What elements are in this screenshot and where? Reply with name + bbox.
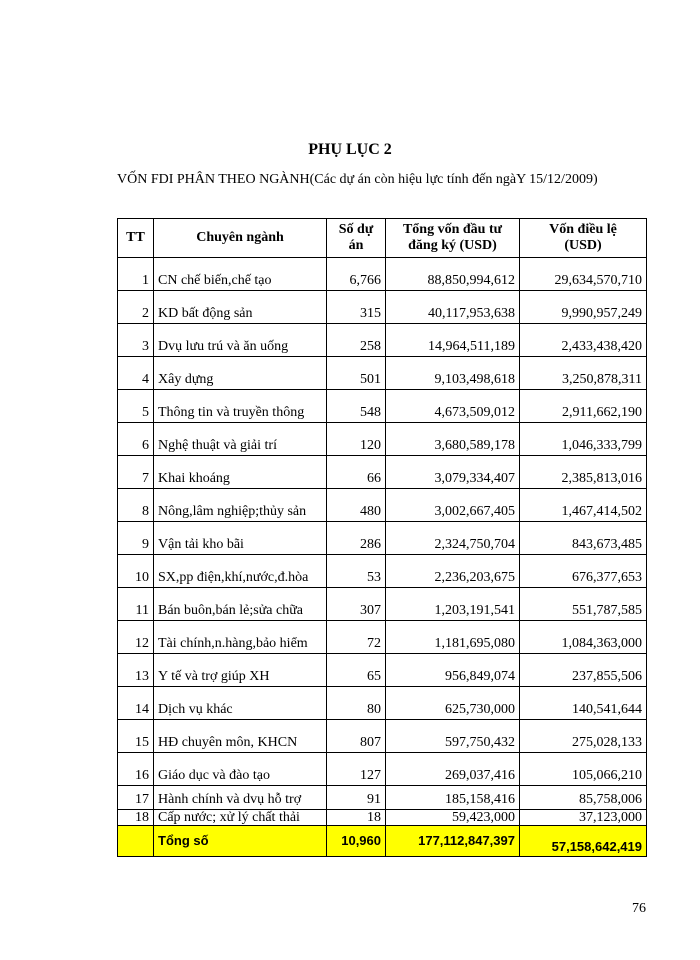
total-label: Tổng số xyxy=(154,826,327,857)
header-total-capital xyxy=(386,219,520,258)
row-total-capital: 3,079,334,407 xyxy=(386,456,520,489)
table-row xyxy=(118,423,647,456)
row-tt: 5 xyxy=(118,390,154,423)
page-title: PHỤ LỤC 2 xyxy=(308,141,392,158)
row-sector: Xây dựng xyxy=(154,357,327,390)
row-projects: 501 xyxy=(327,357,386,390)
row-charter-capital: 29,634,570,710 xyxy=(520,258,647,291)
table-row xyxy=(118,489,647,522)
row-projects: 286 xyxy=(327,522,386,555)
row-tt: 13 xyxy=(118,654,154,687)
row-sector: Thông tin và truyền thông xyxy=(154,390,327,423)
row-sector: HĐ chuyên môn, KHCN xyxy=(154,720,327,753)
row-total-capital: 269,037,416 xyxy=(386,753,520,786)
row-total-capital: 2,324,750,704 xyxy=(386,522,520,555)
row-sector: Giáo dục và đào tạo xyxy=(154,753,327,786)
row-sector: CN chế biến,chế tạo xyxy=(154,258,327,291)
row-charter-capital: 1,084,363,000 xyxy=(520,621,647,654)
row-total-capital: 2,236,203,675 xyxy=(386,555,520,588)
row-tt: 17 xyxy=(118,786,154,810)
row-tt: 14 xyxy=(118,687,154,720)
row-tt: 7 xyxy=(118,456,154,489)
row-tt: 10 xyxy=(118,555,154,588)
table-body xyxy=(118,258,647,857)
table-row xyxy=(118,324,647,357)
row-sector: Nghệ thuật và giải trí xyxy=(154,423,327,456)
row-tt: 11 xyxy=(118,588,154,621)
row-projects: 120 xyxy=(327,423,386,456)
row-projects: 65 xyxy=(327,654,386,687)
row-charter-capital: 37,123,000 xyxy=(520,810,647,826)
row-charter-capital: 3,250,878,311 xyxy=(520,357,647,390)
row-charter-capital: 2,385,813,016 xyxy=(520,456,647,489)
row-projects: 91 xyxy=(327,786,386,810)
header-charter-capital xyxy=(520,219,647,258)
row-charter-capital: 1,467,414,502 xyxy=(520,489,647,522)
row-charter-capital: 1,046,333,799 xyxy=(520,423,647,456)
row-tt: 16 xyxy=(118,753,154,786)
header-projects-line1: Số dự xyxy=(338,222,374,237)
row-tt: 1 xyxy=(118,258,154,291)
header-total-capital-line2: đăng ký (USD) xyxy=(408,238,497,253)
table-row xyxy=(118,753,647,786)
row-total-capital: 956,849,074 xyxy=(386,654,520,687)
row-projects: 258 xyxy=(327,324,386,357)
row-projects: 53 xyxy=(327,555,386,588)
row-total-capital: 88,850,994,612 xyxy=(386,258,520,291)
table-row xyxy=(118,621,647,654)
row-projects: 315 xyxy=(327,291,386,324)
row-tt: 8 xyxy=(118,489,154,522)
row-projects: 80 xyxy=(327,687,386,720)
row-charter-capital: 676,377,653 xyxy=(520,555,647,588)
table-row xyxy=(118,687,647,720)
row-total-capital: 14,964,511,189 xyxy=(386,324,520,357)
row-charter-capital: 105,066,210 xyxy=(520,753,647,786)
row-total-capital: 1,203,191,541 xyxy=(386,588,520,621)
row-charter-capital: 843,673,485 xyxy=(520,522,647,555)
row-tt: 12 xyxy=(118,621,154,654)
row-tt: 6 xyxy=(118,423,154,456)
header-total-capital-line1: Tổng vốn đầu tư xyxy=(402,222,503,237)
table-row xyxy=(118,588,647,621)
row-charter-capital: 2,911,662,190 xyxy=(520,390,647,423)
row-total-capital: 625,730,000 xyxy=(386,687,520,720)
row-sector: Bán buôn,bán lẻ;sửa chữa xyxy=(154,588,327,621)
table-caption: VỐN FDI PHÂN THEO NGÀNH(Các dự án còn hiệu lực tính đến ngàY 15/12/2009) xyxy=(117,172,598,187)
row-tt: 3 xyxy=(118,324,154,357)
row-total-capital: 40,117,953,638 xyxy=(386,291,520,324)
row-tt: 18 xyxy=(118,810,154,826)
header-projects xyxy=(327,219,386,258)
total-capital: 177,112,847,397 xyxy=(386,826,520,857)
row-projects: 127 xyxy=(327,753,386,786)
row-charter-capital: 2,433,438,420 xyxy=(520,324,647,357)
row-tt: 15 xyxy=(118,720,154,753)
table-row xyxy=(118,357,647,390)
total-projects: 10,960 xyxy=(327,826,386,857)
fdi-sector-table xyxy=(117,218,647,857)
row-charter-capital: 237,855,506 xyxy=(520,654,647,687)
header-tt: TT xyxy=(118,219,154,258)
row-projects: 807 xyxy=(327,720,386,753)
table-row xyxy=(118,555,647,588)
row-charter-capital: 9,990,957,249 xyxy=(520,291,647,324)
row-projects: 18 xyxy=(327,810,386,826)
row-charter-capital: 551,787,585 xyxy=(520,588,647,621)
row-sector: Hành chính và dvụ hỗ trợ xyxy=(154,786,327,810)
row-total-capital: 185,158,416 xyxy=(386,786,520,810)
row-sector: Dịch vụ khác xyxy=(154,687,327,720)
row-charter-capital: 275,028,133 xyxy=(520,720,647,753)
row-tt: 9 xyxy=(118,522,154,555)
total-row xyxy=(118,826,647,857)
row-projects: 307 xyxy=(327,588,386,621)
table-row xyxy=(118,720,647,753)
table-row xyxy=(118,810,647,826)
table-header-row xyxy=(118,219,647,258)
row-total-capital: 3,680,589,178 xyxy=(386,423,520,456)
total-tt-cell xyxy=(118,826,154,857)
table-row xyxy=(118,258,647,291)
row-sector: SX,pp điện,khí,nước,đ.hòa xyxy=(154,555,327,588)
row-total-capital: 597,750,432 xyxy=(386,720,520,753)
row-tt: 4 xyxy=(118,357,154,390)
row-total-capital: 1,181,695,080 xyxy=(386,621,520,654)
header-charter-capital-line1: Vốn điều lệ xyxy=(549,222,617,237)
row-charter-capital: 85,758,006 xyxy=(520,786,647,810)
table-row xyxy=(118,456,647,489)
row-total-capital: 9,103,498,618 xyxy=(386,357,520,390)
row-total-capital: 3,002,667,405 xyxy=(386,489,520,522)
row-sector: Tài chính,n.hàng,bảo hiểm xyxy=(154,621,327,654)
table-row xyxy=(118,390,647,423)
row-sector: Nông,lâm nghiệp;thủy sản xyxy=(154,489,327,522)
row-sector: Vận tải kho bãi xyxy=(154,522,327,555)
table-row xyxy=(118,786,647,810)
row-projects: 480 xyxy=(327,489,386,522)
page-number: 76 xyxy=(632,901,646,916)
row-sector: Y tế và trợ giúp XH xyxy=(154,654,327,687)
header-sector: Chuyên ngành xyxy=(154,219,327,258)
row-tt: 2 xyxy=(118,291,154,324)
row-sector: Cấp nước; xử lý chất thải xyxy=(154,810,327,826)
row-projects: 6,766 xyxy=(327,258,386,291)
row-projects: 66 xyxy=(327,456,386,489)
total-charter-capital: 57,158,642,419 xyxy=(520,826,647,857)
header-charter-capital-line2: (USD) xyxy=(564,238,602,253)
table-row xyxy=(118,522,647,555)
table-row xyxy=(118,654,647,687)
table-row xyxy=(118,291,647,324)
row-projects: 72 xyxy=(327,621,386,654)
row-projects: 548 xyxy=(327,390,386,423)
row-total-capital: 59,423,000 xyxy=(386,810,520,826)
row-sector: KD bất động sản xyxy=(154,291,327,324)
row-sector: Dvụ lưu trú và ăn uống xyxy=(154,324,327,357)
row-charter-capital: 140,541,644 xyxy=(520,687,647,720)
row-sector: Khai khoáng xyxy=(154,456,327,489)
header-projects-line2: án xyxy=(348,238,364,253)
row-total-capital: 4,673,509,012 xyxy=(386,390,520,423)
